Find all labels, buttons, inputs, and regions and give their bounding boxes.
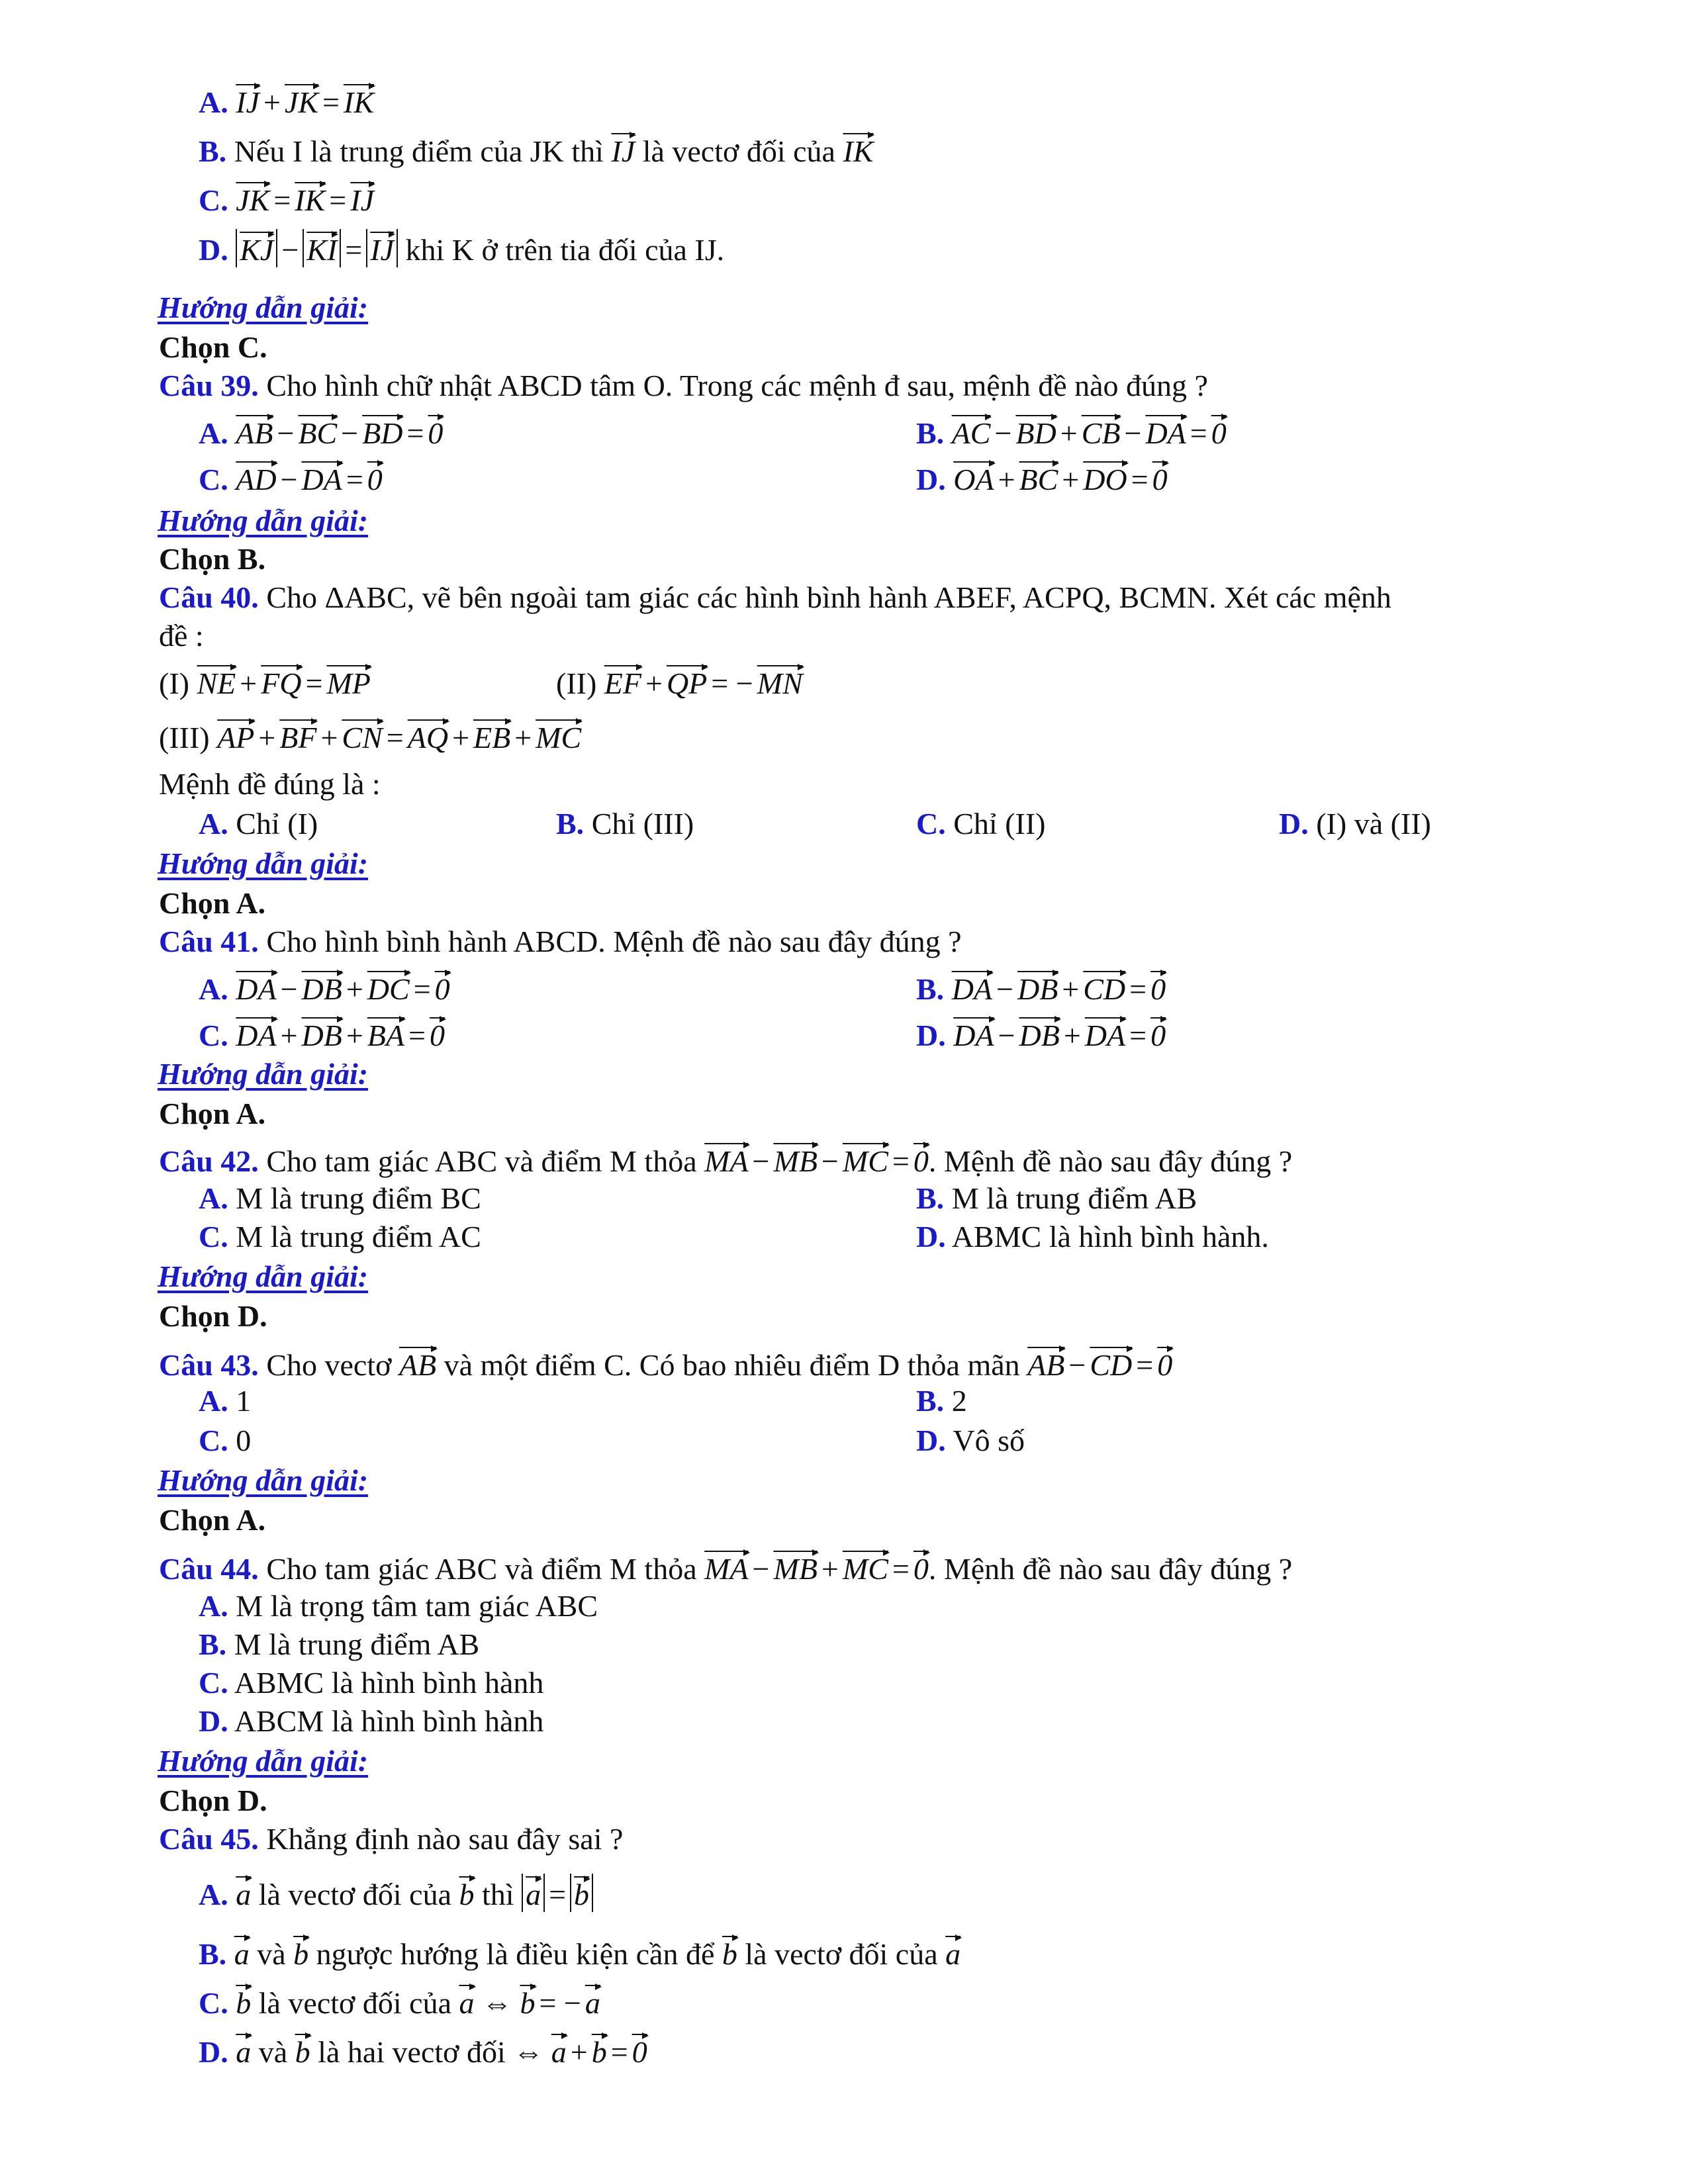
vector: $\overline{MC}$	[843, 1547, 888, 1586]
zero-vector: 0	[428, 412, 443, 451]
vector: $\overline{b}$	[592, 2030, 607, 2070]
vector: $\overline{b}$	[574, 1874, 589, 1912]
q38-option-a[interactable]: A. $\overline{IJ} + \overline{JK} = \overline{IK}$	[199, 81, 374, 120]
option-label: D.	[916, 1220, 946, 1253]
option-label: A.	[199, 416, 228, 450]
vector: $\overline{IK}$	[295, 179, 325, 218]
vector: $\overline{IJ}$	[370, 229, 394, 267]
question-40	[159, 580, 1391, 615]
option-text: M là trung điểm BC	[236, 1181, 481, 1215]
vector: $\overline{DO}$	[1083, 458, 1127, 497]
question-39	[159, 368, 1208, 403]
q45-option-b[interactable]	[199, 1933, 961, 1972]
solution-heading: Hướng dẫn giải:	[158, 1259, 369, 1293]
q43-option-c[interactable]	[199, 1423, 251, 1458]
option-text: thì	[474, 1878, 522, 1911]
option-label: C.	[199, 1220, 228, 1253]
vector: $\overline{CN}$	[342, 716, 382, 755]
q40-statement-ii: (II) $\overline{EF} + \overline{QP}$ = − $\overline{MN}$	[556, 662, 803, 701]
option-label: C.	[199, 183, 228, 217]
vector: $\overline{CD}$	[1090, 1343, 1132, 1383]
statement-label: (II)	[556, 666, 604, 700]
answer: Chọn A.	[159, 886, 266, 920]
vector: $\overline{b}$	[722, 1933, 737, 1972]
vector: $\overline{DB}$	[1019, 1014, 1060, 1053]
answer: Chọn B.	[159, 542, 266, 576]
iff-symbol: ⇔	[513, 2035, 544, 2069]
option-text: Chỉ (III)	[591, 807, 694, 841]
vector: $\overline{IJ}$	[611, 130, 635, 169]
q38-option-d[interactable]: D. $\overline{KJ} - \overline{KI} = \overline{IJ}$ khi K ở trên tia đối của IJ.	[199, 229, 724, 267]
vector: $\overline{MP}$	[326, 662, 370, 701]
vector: $\overline{MB}$	[774, 1547, 818, 1586]
vector: $\overline{a}$	[585, 1981, 600, 2021]
vector: $\overline{KJ}$	[240, 229, 273, 267]
option-text: Chỉ (I)	[236, 807, 318, 841]
vector: $\overline{BD}$	[1015, 412, 1056, 451]
zero-vector: 0	[367, 458, 383, 497]
option-label: C.	[199, 1666, 228, 1700]
option-text: ABMC là hình bình hành	[234, 1666, 544, 1700]
option-label: B.	[916, 416, 945, 450]
vector: $\overline{JK}$	[285, 81, 318, 120]
vector: $\overline{DA}$	[953, 1014, 994, 1053]
solution-heading: Hướng dẫn giải:	[158, 1744, 369, 1778]
q42-option-c[interactable]	[199, 1219, 481, 1254]
question-text: Cho tam giác ABC và điểm M thỏa	[258, 1144, 705, 1178]
vector: $\overline{a}$	[526, 1874, 541, 1912]
option-label: A.	[199, 807, 228, 841]
q43-option-a[interactable]	[199, 1383, 251, 1418]
option-text: 0	[236, 1424, 252, 1457]
zero-vector: 0	[1150, 1014, 1166, 1053]
option-label: C.	[916, 807, 946, 841]
vector: $\overline{b}$	[236, 1981, 251, 2021]
q43-option-b[interactable]	[916, 1383, 967, 1418]
option-text: khi K ở trên tia đối của IJ.	[398, 233, 725, 267]
option-text: ngược hướng là điều kiện cần để	[308, 1937, 722, 1971]
question-42: Câu 42. Cho tam giác ABC và điểm M thỏa $\overline{MA} - \overline{MB} - \overline{MC} = 0$. Mệnh đề nào sau đây đúng ?	[159, 1140, 1292, 1179]
statement-label: (III)	[159, 721, 218, 754]
q44-option-c[interactable]	[199, 1665, 543, 1700]
question-text: Cho vectơ	[258, 1348, 399, 1382]
abs-value	[366, 229, 398, 267]
abs-value	[570, 1874, 593, 1912]
vector: $\overline{FQ}$	[261, 662, 301, 701]
q40-statement-iii: (III) $\overline{AP} + \overline{BF} + \overline{CN} = \overline{AQ} + \overline{EB} + \overline{MC}$	[159, 716, 581, 755]
question-text: . Mệnh đề nào sau đây đúng ?	[928, 1144, 1293, 1178]
vector: $\overline{IK}$	[843, 130, 873, 169]
q38-option-b[interactable]	[199, 130, 873, 169]
q40-statement-i: (I) $\overline{NE} + \overline{FQ} = \overline{MP}$	[159, 662, 371, 701]
q45-option-c[interactable]: C. $\overline{b}$ là vectơ đối của $\overline{a}$ ⇔ $\overline{b}$ = − $\overline{a}$	[199, 1981, 600, 2021]
vector: $\overline{DA}$	[302, 458, 342, 497]
question-40-cont: đề :	[159, 619, 204, 653]
zero-vector: 0	[914, 1140, 929, 1179]
option-label: A.	[199, 1181, 228, 1215]
question-text: Cho tam giác ABC và điểm M thỏa	[258, 1552, 705, 1586]
question-text: và một điểm C. Có bao nhiêu điểm D thỏa mãn	[436, 1348, 1028, 1382]
q43-option-d[interactable]	[916, 1423, 1025, 1458]
option-label: C.	[199, 463, 228, 496]
vector: $\overline{QP}$	[667, 662, 707, 701]
q39-option-a[interactable]: A. $\overline{AB} - \overline{BC} - \overline{BD} = 0$	[199, 412, 443, 451]
vector: $\overline{AQ}$	[408, 716, 448, 755]
q44-option-b[interactable]	[199, 1627, 479, 1662]
option-text: là vectơ đối của	[737, 1937, 946, 1971]
q42-option-b[interactable]	[916, 1181, 1197, 1216]
question-number: Câu 40.	[159, 580, 259, 614]
vector: $\overline{BC}$	[1019, 458, 1058, 497]
vector: $\overline{a}$	[459, 1981, 475, 2021]
vector: $\overline{AD}$	[236, 458, 276, 497]
q44-option-a[interactable]	[199, 1588, 598, 1623]
question-text: Cho ΔABC, vẽ bên ngoài tam giác các hình bình hành ABEF, ACPQ, BCMN. Xét các mệnh	[258, 580, 1391, 614]
option-text: Vô số	[953, 1424, 1025, 1457]
question-45	[159, 1821, 623, 1856]
vector: $\overline{DA}$	[236, 968, 276, 1007]
q42-option-d[interactable]	[916, 1219, 1269, 1254]
option-label: B.	[199, 1627, 227, 1661]
vector: $\overline{AP}$	[217, 716, 254, 755]
q38-option-c[interactable]: C. $\overline{JK} = \overline{IK} = \overline{IJ}$	[199, 179, 374, 218]
vector: $\overline{AB}$	[236, 412, 273, 451]
q41-option-b[interactable]: B. $\overline{DA} - \overline{DB} + \overline{CD} = 0$	[916, 968, 1166, 1007]
vector: $\overline{a}$	[236, 1873, 251, 1912]
option-label: C.	[199, 1424, 228, 1457]
vector: $\overline{DB}$	[1017, 968, 1058, 1007]
option-label: A.	[199, 85, 228, 119]
zero-vector: 0	[1152, 458, 1168, 497]
question-44: Câu 44. Cho tam giác ABC và điểm M thỏa $\overline{MA} - \overline{MB} + \overline{MC} = 0$. Mệnh đề nào sau đây đúng ?	[159, 1547, 1292, 1586]
option-text: M là trung điểm AC	[236, 1220, 481, 1253]
vector: $\overline{DA}$	[1145, 412, 1186, 451]
option-text: 1	[236, 1384, 252, 1418]
option-label: D.	[916, 1019, 946, 1052]
option-label: D.	[1279, 807, 1309, 841]
vector: $\overline{a}$	[236, 2030, 251, 2070]
option-text: ABCM là hình bình hành	[234, 1704, 544, 1738]
vector: $\overline{EB}$	[473, 716, 510, 755]
q39-option-b[interactable]: B. $\overline{AC} - \overline{BD} + \overline{CB} - \overline{DA} = 0$	[916, 412, 1227, 451]
option-text: là vectơ đối của	[251, 1986, 459, 2020]
vector: $\overline{IK}$	[344, 81, 374, 120]
vector: $\overline{DB}$	[302, 1014, 342, 1053]
option-text: Chỉ (II)	[953, 807, 1046, 841]
abs-value	[303, 229, 341, 267]
vector: $\overline{DA}$	[236, 1014, 276, 1053]
vector: $\overline{CD}$	[1083, 968, 1125, 1007]
question-text: Cho hình chữ nhật ABCD tâm O. Trong các mệnh đ sau, mệnh đề nào đúng ?	[258, 369, 1208, 402]
q40-option-b[interactable]	[556, 806, 694, 841]
question-number: Câu 45.	[159, 1822, 259, 1856]
zero-vector: 0	[435, 968, 450, 1007]
vector: $\overline{BC}$	[298, 412, 337, 451]
solution-heading: Hướng dẫn giải:	[158, 291, 369, 324]
q39-option-c[interactable]: C. $\overline{AD} - \overline{DA} = 0$	[199, 458, 383, 497]
vector: $\overline{BF}$	[279, 716, 316, 755]
q39-option-d[interactable]: D. $\overline{OA} + \overline{BC} + \overline{DO} = 0$	[916, 458, 1168, 497]
vector: $\overline{DB}$	[302, 968, 342, 1007]
q41-option-a[interactable]: A. $\overline{DA} - \overline{DB} + \overline{DC} = 0$	[199, 968, 450, 1007]
option-label: A.	[199, 1384, 228, 1418]
vector: $\overline{MN}$	[757, 662, 803, 701]
q45-option-d[interactable]: D. $\overline{a}$ và $\overline{b}$ là hai vectơ đối ⇔ $\overline{a} + \overline{b} = 0$	[199, 2030, 647, 2070]
vector: $\overline{MC}$	[843, 1140, 888, 1179]
question-41	[159, 924, 962, 959]
question-text: Cho hình bình hành ABCD. Mệnh đề nào sau đây đúng ?	[258, 925, 962, 958]
abs-value	[236, 229, 277, 267]
question-text: Khẳng định nào sau đây sai ?	[258, 1822, 624, 1856]
question-text: . Mệnh đề nào sau đây đúng ?	[928, 1552, 1293, 1586]
answer: Chọn D.	[159, 1299, 267, 1333]
option-label: B.	[916, 1181, 945, 1215]
vector: $\overline{EF}$	[604, 662, 641, 701]
question-number: Câu 39.	[159, 369, 259, 402]
question-43: Câu 43. Cho vectơ $\overline{AB}$ và một điểm C. Có bao nhiêu điểm D thỏa mãn $\overline{AB} - \overline{CD} = 0$	[159, 1343, 1172, 1383]
q40-option-c[interactable]	[916, 806, 1045, 841]
vector: $\overline{JK}$	[236, 179, 269, 218]
vector: $\overline{BD}$	[362, 412, 402, 451]
option-label: A.	[199, 972, 228, 1006]
option-label: D.	[199, 2035, 228, 2069]
option-label: B.	[556, 807, 585, 841]
vector: $\overline{a}$	[551, 2030, 567, 2070]
q41-option-d[interactable]: D. $\overline{DA} - \overline{DB} + \overline{DA} = 0$	[916, 1014, 1166, 1053]
q44-option-d[interactable]	[199, 1704, 543, 1739]
option-label: B.	[916, 972, 945, 1006]
zero-vector: 0	[430, 1014, 445, 1053]
option-label: A.	[199, 1878, 228, 1911]
vector: $\overline{MA}$	[704, 1547, 748, 1586]
vector: $\overline{OA}$	[953, 458, 994, 497]
vector: $\overline{NE}$	[197, 662, 236, 701]
vector: $\overline{MB}$	[774, 1140, 818, 1179]
q40-prompt: Mệnh đề đúng là :	[159, 767, 381, 801]
option-text: Nếu I là trung điểm của JK thì	[234, 134, 612, 168]
vector: $\overline{AC}$	[952, 412, 991, 451]
answer: Chọn C.	[159, 330, 267, 364]
option-label: B.	[199, 134, 227, 168]
question-number: Câu 44.	[159, 1552, 259, 1586]
question-number: Câu 43.	[159, 1348, 259, 1382]
vector: $\overline{AB}$	[399, 1343, 436, 1383]
answer: Chọn D.	[159, 1784, 267, 1817]
solution-heading: Hướng dẫn giải:	[158, 846, 369, 880]
option-text: và	[251, 2035, 295, 2069]
answer: Chọn A.	[159, 1503, 266, 1537]
zero-vector: 0	[914, 1547, 929, 1586]
option-label: D.	[916, 1424, 946, 1457]
option-text: M là trọng tâm tam giác ABC	[236, 1589, 598, 1623]
vector: $\overline{MC}$	[536, 716, 581, 755]
q40-option-d[interactable]	[1279, 806, 1431, 841]
vector: $\overline{IJ}$	[350, 179, 374, 218]
option-text: là vectơ đối của	[635, 134, 843, 168]
solution-heading: Hướng dẫn giải:	[158, 504, 369, 537]
vector: $\overline{b}$	[293, 1933, 308, 1972]
vector: $\overline{MA}$	[704, 1140, 748, 1179]
vector: $\overline{BA}$	[367, 1014, 404, 1053]
option-text: M là trung điểm AB	[234, 1627, 480, 1661]
option-text: (I) và (II)	[1316, 807, 1431, 841]
option-text: M là trung điểm AB	[951, 1181, 1197, 1215]
iff-symbol: ⇔	[482, 1986, 512, 2020]
question-number: Câu 42.	[159, 1144, 259, 1178]
vector: $\overline{DA}$	[1085, 1014, 1125, 1053]
option-text: 2	[951, 1384, 967, 1418]
answer: Chọn A.	[159, 1097, 266, 1130]
vector: $\overline{DA}$	[952, 968, 992, 1007]
option-label: B.	[199, 1937, 227, 1971]
option-label: D.	[199, 233, 228, 267]
zero-vector: 0	[632, 2030, 647, 2070]
solution-heading: Hướng dẫn giải:	[158, 1463, 369, 1497]
vector: $\overline{CB}$	[1082, 412, 1121, 451]
vector: $\overline{b}$	[459, 1873, 475, 1912]
option-text: ABMC là hình bình hành.	[951, 1220, 1269, 1253]
zero-vector: 0	[1157, 1343, 1172, 1383]
option-text: và	[249, 1937, 294, 1971]
option-label: D.	[199, 1704, 228, 1738]
vector: $\overline{b}$	[295, 2030, 310, 2070]
zero-vector: 0	[1211, 412, 1227, 451]
option-label: D.	[916, 463, 946, 496]
option-label: B.	[916, 1384, 945, 1418]
vector: $\overline{b}$	[520, 1981, 536, 2021]
vector: $\overline{a}$	[945, 1933, 961, 1972]
question-number: Câu 41.	[159, 925, 259, 958]
q42-option-a[interactable]	[199, 1181, 481, 1216]
option-text: là vectơ đối của	[251, 1878, 459, 1911]
option-label: C.	[199, 1019, 228, 1052]
vector: $\overline{KI}$	[306, 229, 337, 267]
q45-option-a[interactable]: A. $\overline{a}$ là vectơ đối của $\overline{b}$ thì $\overline{a} = \overline{b}$	[199, 1873, 593, 1912]
solution-heading: Hướng dẫn giải:	[158, 1057, 369, 1091]
option-text: là hai vectơ đối	[310, 2035, 514, 2069]
q40-option-a[interactable]	[199, 806, 318, 841]
vector: $\overline{IJ}$	[236, 81, 259, 120]
q41-option-c[interactable]: C. $\overline{DA} + \overline{DB} + \overline{BA} = 0$	[199, 1014, 445, 1053]
abs-value	[522, 1874, 545, 1912]
statement-label: (I)	[159, 666, 197, 700]
vector: $\overline{AB}$	[1027, 1343, 1064, 1383]
option-label: C.	[199, 1986, 228, 2020]
zero-vector: 0	[1150, 968, 1166, 1007]
option-label: A.	[199, 1589, 228, 1623]
vector: $\overline{a}$	[234, 1933, 250, 1972]
vector: $\overline{DC}$	[367, 968, 410, 1007]
